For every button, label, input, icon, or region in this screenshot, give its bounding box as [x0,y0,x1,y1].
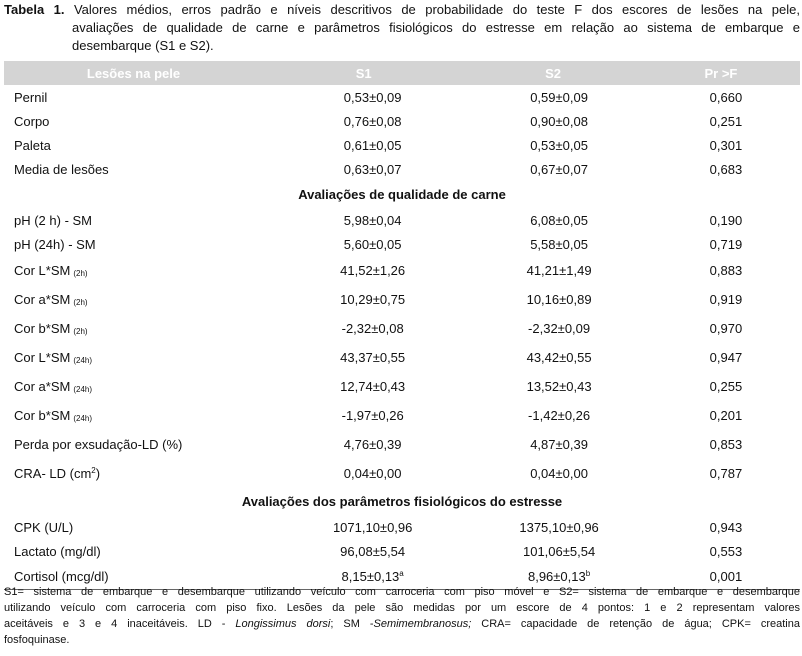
row-label-superscript: 2 [91,466,96,475]
value-s1: 96,08±5,54 [340,543,406,559]
value-s2: 8,96±0,13$^b$ [464,563,642,590]
value-s1: 10,29±0,75 [340,292,406,307]
value-s2: 0,04±0,00 [530,466,588,481]
value-p: 0,553 [709,543,743,559]
value-s2: 0,90±0,08 [530,113,588,129]
row-label: pH (2 h) - SM [14,212,93,228]
section-heading-meat [4,181,800,208]
value-s2: 4,87±0,39 [530,437,588,452]
value-p: 0,919 [709,292,743,307]
value-p: 0,853 [709,437,743,452]
value-p: 0,001 [642,563,800,590]
value-s1: 43,37±0,55 [340,350,406,365]
value-s2: 0,59±0,09 [530,89,588,105]
caption-line-3: desembarque (S1 e S2). [72,38,214,53]
value-s1: 41,52±1,26 [340,263,406,278]
significance-letter: a [399,568,404,578]
footnote-line: fosfoquinase. [4,634,70,646]
value-p: 0,255 [709,379,743,394]
row-label-subscript: (2h) [73,269,88,278]
table-row [4,343,800,372]
table-row [4,133,800,157]
caption-line-1: Tabela 1. Valores médios, erros padrão e níveis descritivos de probabilidade do teste F dos escores de lesões na pele, [4,2,800,17]
section-title: Avaliações de qualidade de carne [298,187,506,202]
value-p: 0,970 [709,321,743,336]
row-label: CPK (U/L) [14,519,74,535]
value-s2: 6,08±0,05 [530,212,588,228]
row-label: Perda por exsudação-LD (%) [14,437,183,452]
table-row [4,539,800,563]
row-label: pH (24h) - SM [14,236,96,252]
value-s2: -1,42±0,26 [528,408,591,423]
row-label-subscript: (24h) [73,356,93,365]
row-label-subscript: (2h) [73,298,88,307]
row-label: Cor b*SM (24h) [14,408,93,423]
value-s2: 101,06±5,54 [522,543,596,559]
section-title: Avaliações dos parâmetros fisiológicos do estresse [241,494,563,509]
section-heading-physiology [4,488,800,515]
row-label: Lactato (mg/dl) [14,543,101,559]
value-p: 0,787 [709,466,743,481]
table-row [4,285,800,314]
table-footnote [4,584,800,648]
value-s2: 43,42±0,55 [526,350,592,365]
value-p: 0,201 [709,408,743,423]
value-s2: 1375,10±0,96 [519,519,599,535]
value-s2: 0,67±0,07 [530,161,588,177]
header-s2: S2 [545,65,562,81]
table-row [4,515,800,539]
row-label-subscript: (24h) [73,414,93,423]
row-label: Cor L*SM (24h) [14,350,93,365]
value-p: 0,660 [709,89,743,105]
header-pr-f: Pr >F [704,65,738,81]
value-s1: 4,76±0,39 [343,437,402,452]
value-s2: 10,16±0,89 [526,292,592,307]
significance-letter: b [585,568,591,578]
table-row [4,401,800,430]
row-label: Paleta [14,137,51,153]
row-label-subscript: (24h) [73,385,93,394]
table-row [4,109,800,133]
header-lesions: Lesões na pele [86,65,181,81]
table-row [4,459,800,488]
value-s1: 0,53±0,09 [343,89,402,105]
row-label: Cor a*SM (24h) [14,379,93,394]
value-p: 0,683 [709,161,743,177]
table-row [4,314,800,343]
value-s2: 0,53±0,05 [530,137,588,153]
table-row [4,430,800,459]
value-s1: 0,63±0,07 [343,161,402,177]
footnote-line: S1= sistema de embarque e desembarque utilizando veículo com carroceria com piso móvel e S2= sistema de embarque e desembarque [4,586,800,598]
value-s1: -1,97±0,26 [341,408,404,423]
value-s2: 5,58±0,05 [530,236,588,252]
table-row [4,157,800,181]
value-p: 0,301 [709,137,743,153]
results-table [4,61,800,590]
table-row [4,232,800,256]
row-label: Cortisol (mcg/dl) [4,563,263,590]
row-label: Pernil [14,89,48,105]
caption-label: Tabela 1. [4,2,65,17]
value-s1: 0,61±0,05 [343,137,402,153]
table-caption [4,1,800,55]
value-s2: -2,32±0,09 [528,321,591,336]
table-row [4,372,800,401]
value-s1: 5,98±0,04 [343,212,402,228]
value-p: 0,190 [709,212,743,228]
row-label: Cor b*SM (2h) [14,321,88,336]
row-label: Media de lesões [14,161,109,177]
value-p: 0,947 [709,350,743,365]
header-s1: S1 [355,65,372,81]
row-label: CRA- LD $(cm^2)$ [14,466,101,481]
caption-line-2: avaliações de qualidade de carne e parâmetros fisiológicos do estresse em relação ao sistema de embarque e [72,20,800,35]
value-p: 0,883 [709,263,743,278]
table-row [4,208,800,232]
value-s1: -2,32±0,08 [341,321,404,336]
row-label: Cor L*SM (2h) [14,263,88,278]
value-p: 0,719 [709,236,743,252]
footnote-line: utilizando veículo com carroceria com piso fixo. Lesões da pele são medidas por um escore de 4 pontos: 1 e 2 representam valores [4,602,800,614]
table-row [4,85,800,109]
value-p: 0,943 [709,519,743,535]
row-label: Cor a*SM (2h) [14,292,88,307]
row-label-subscript: (2h) [73,327,88,336]
value-s2: 13,52±0,43 [526,379,592,394]
table-header-row [4,61,800,85]
table-row [4,256,800,285]
value-s2: 41,21±1,49 [526,263,592,278]
term-ld: Longissimus dorsi [235,618,331,630]
value-s1: 12,74±0,43 [340,379,406,394]
value-s1: 8,15±0,13$^a$ [263,563,464,590]
term-sm: Semimembranosus; [373,618,472,630]
value-p: 0,251 [709,113,743,129]
row-label: Corpo [14,113,50,129]
value-s1: 0,04±0,00 [343,466,402,481]
value-s1: 0,76±0,08 [343,113,402,129]
value-s1: 5,60±0,05 [343,236,402,252]
footnote-line: aceitáveis e 3 e 4 inaceitáveis. LD - Longissimus dorsi; SM -Semimembranosus; CRA= capacidade de retenção de água; CPK= creatina [4,618,800,630]
value-s1: 1071,10±0,96 [332,519,413,535]
